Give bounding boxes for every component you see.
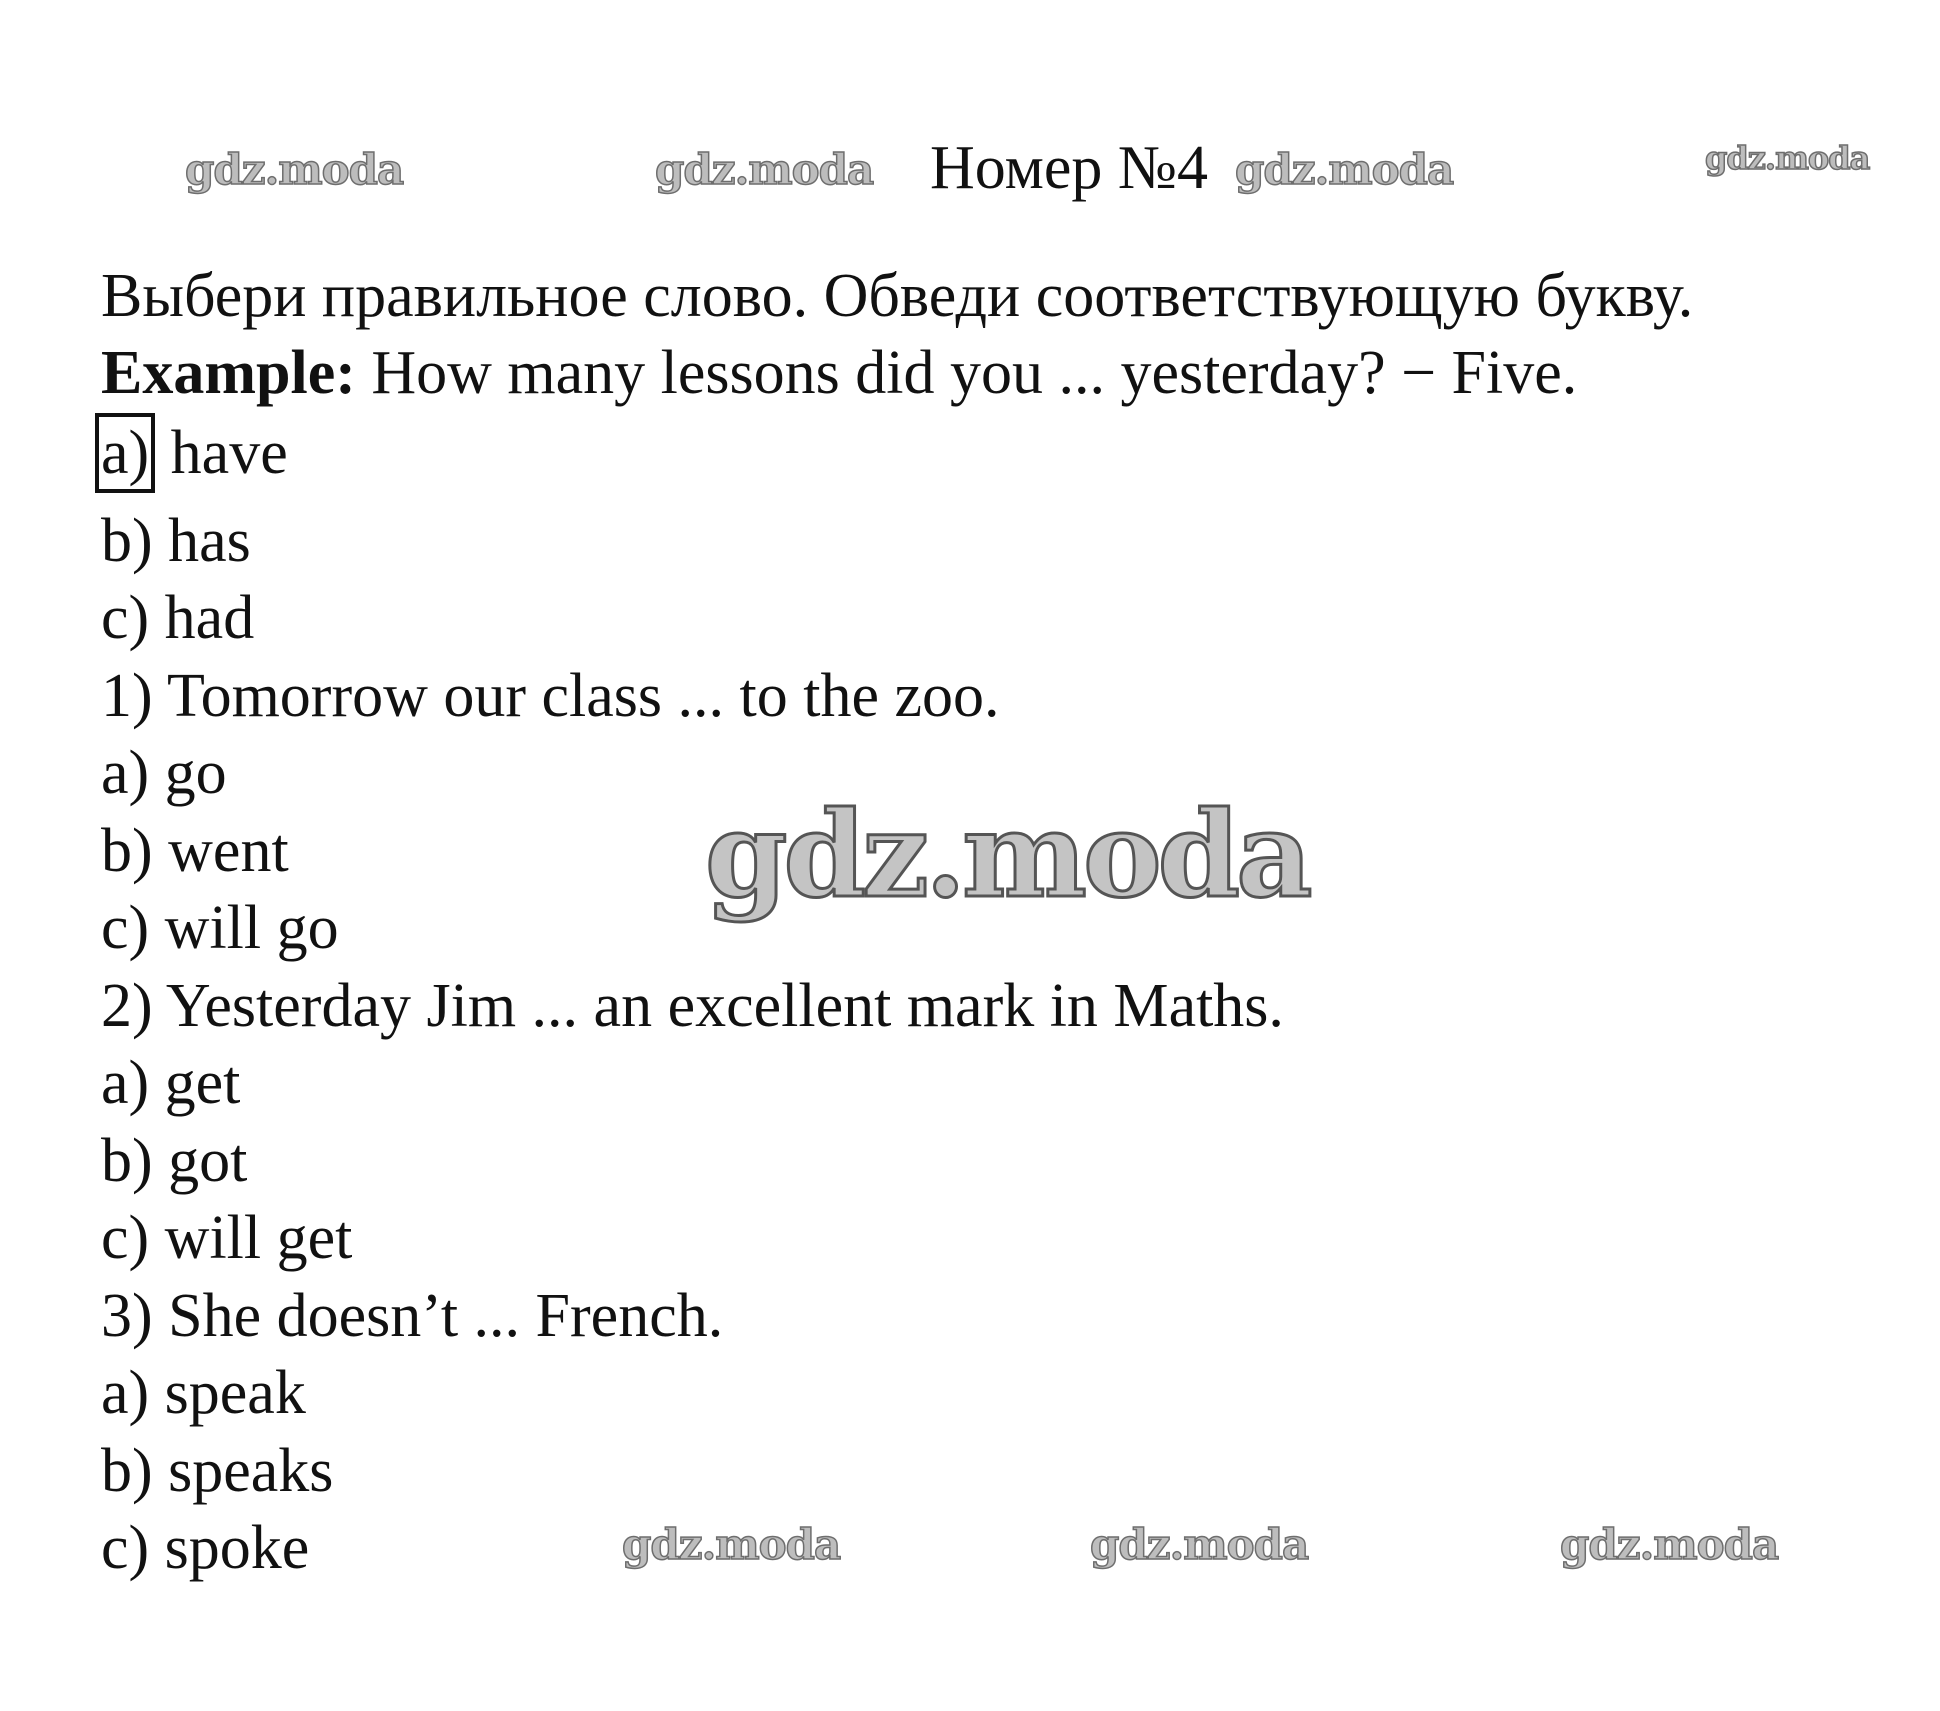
example-label: Example:	[101, 339, 356, 407]
example-line	[101, 335, 1577, 411]
watermark-large: gdz.moda	[705, 785, 1309, 924]
example-option-c-letter: c)	[101, 584, 150, 652]
example-question: How many lessons did you ... yesterday? − Five.	[355, 339, 1578, 407]
watermark: gdz.moda	[622, 1520, 841, 1569]
example-option-c	[101, 580, 254, 656]
question-2-option-b: b) got	[101, 1127, 248, 1195]
example-option-b-text: has	[152, 507, 251, 575]
watermark: gdz.moda	[655, 145, 874, 194]
example-option-b	[101, 503, 251, 579]
question-2-option-c: c) will get	[101, 1204, 353, 1272]
question-3: 3) She doesn’t ... French.	[101, 1282, 724, 1350]
watermark: gdz.moda	[1090, 1520, 1309, 1569]
page-title: Номер №4	[930, 134, 1209, 202]
question-2-option-a: a) get	[101, 1049, 241, 1117]
question-1: 1) Tomorrow our class ... to the zoo.	[101, 662, 1000, 730]
example-option-b-letter: b)	[101, 507, 153, 575]
question-1-option-a: a) go	[101, 739, 227, 807]
question-3-option-a: a) speak	[101, 1359, 306, 1427]
example-option-a-text: have	[155, 419, 288, 487]
question-3-option-b: b) speaks	[101, 1437, 334, 1505]
question-3-option-c: c) spoke	[101, 1514, 310, 1582]
example-option-c-text: had	[149, 584, 255, 652]
watermark: gdz.moda	[185, 145, 404, 194]
question-1-option-c: c) will go	[101, 894, 339, 962]
question-2: 2) Yesterday Jim ... an excellent mark in Maths.	[101, 972, 1284, 1040]
watermark: gdz.moda	[1560, 1520, 1779, 1569]
circled-answer-letter: a)	[95, 413, 155, 493]
watermark: gdz.moda	[1235, 145, 1454, 194]
watermark: gdz.moda	[1705, 139, 1870, 177]
instruction-text: Выбери правильное слово. Обведи соответствующую букву.	[101, 262, 1694, 330]
question-1-option-b: b) went	[101, 817, 289, 885]
example-option-a	[101, 413, 288, 493]
